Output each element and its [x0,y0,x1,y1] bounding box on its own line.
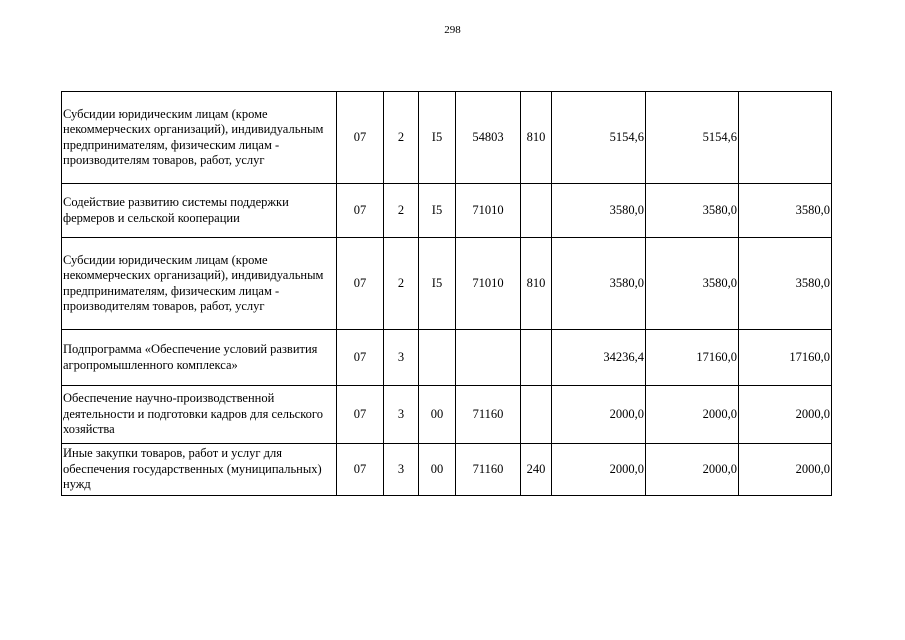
amount-year-1: 3580,0 [552,238,646,330]
amount-year-2: 5154,6 [646,92,739,184]
page-number: 298 [444,24,461,36]
target-article-prefix: 00 [419,386,456,444]
amount-year-1: 2000,0 [552,444,646,496]
expense-type-code [521,386,552,444]
target-article-prefix: I5 [419,184,456,238]
amount-year-2: 2000,0 [646,386,739,444]
amount-year-3: 3580,0 [739,184,832,238]
target-article-code: 71160 [456,444,521,496]
expense-type-code [521,330,552,386]
row-name: Подпрограмма «Обеспечение условий развития агропромышленного комплекса» [62,330,337,386]
amount-year-1: 2000,0 [552,386,646,444]
table-row [62,92,832,184]
target-article-prefix: 00 [419,444,456,496]
target-article-prefix: I5 [419,92,456,184]
target-article-code: 54803 [456,92,521,184]
subsection-code: 2 [384,184,419,238]
amount-year-1: 34236,4 [552,330,646,386]
row-name: Субсидии юридическим лицам (кроме некоммерческих организаций), индивидуальным предпринимателям, физическим лицам - производителям товаров, работ, услуг [62,92,337,184]
row-name: Субсидии юридическим лицам (кроме некоммерческих организаций), индивидуальным предпринимателям, физическим лицам - производителям товаров, работ, услуг [62,238,337,330]
amount-year-3: 3580,0 [739,238,832,330]
amount-year-1: 3580,0 [552,184,646,238]
section-code: 07 [337,330,384,386]
target-article-code: 71010 [456,238,521,330]
table-row [62,386,832,444]
target-article-code: 71160 [456,386,521,444]
table-row [62,330,832,386]
expense-type-code: 810 [521,238,552,330]
target-article-prefix [419,330,456,386]
amount-year-2: 2000,0 [646,444,739,496]
amount-year-3: 17160,0 [739,330,832,386]
table-row [62,184,832,238]
amount-year-1: 5154,6 [552,92,646,184]
row-name: Иные закупки товаров, работ и услуг для обеспечения государственных (муниципальных) нужд [62,444,337,496]
section-code: 07 [337,184,384,238]
section-code: 07 [337,386,384,444]
row-name: Обеспечение научно-производственной деятельности и подготовки кадров для сельского хозяйства [62,386,337,444]
subsection-code: 3 [384,386,419,444]
row-name: Содействие развитию системы поддержки фермеров и сельской кооперации [62,184,337,238]
target-article-code: 71010 [456,184,521,238]
amount-year-3: 2000,0 [739,386,832,444]
amount-year-3 [739,92,832,184]
subsection-code: 3 [384,330,419,386]
subsection-code: 3 [384,444,419,496]
target-article-code [456,330,521,386]
subsection-code: 2 [384,92,419,184]
section-code: 07 [337,238,384,330]
amount-year-2: 3580,0 [646,184,739,238]
table-row [62,444,832,496]
amount-year-2: 3580,0 [646,238,739,330]
budget-table [61,91,832,496]
amount-year-3: 2000,0 [739,444,832,496]
section-code: 07 [337,92,384,184]
expense-type-code [521,184,552,238]
amount-year-2: 17160,0 [646,330,739,386]
target-article-prefix: I5 [419,238,456,330]
expense-type-code: 240 [521,444,552,496]
expense-type-code: 810 [521,92,552,184]
section-code: 07 [337,444,384,496]
subsection-code: 2 [384,238,419,330]
table-row [62,238,832,330]
